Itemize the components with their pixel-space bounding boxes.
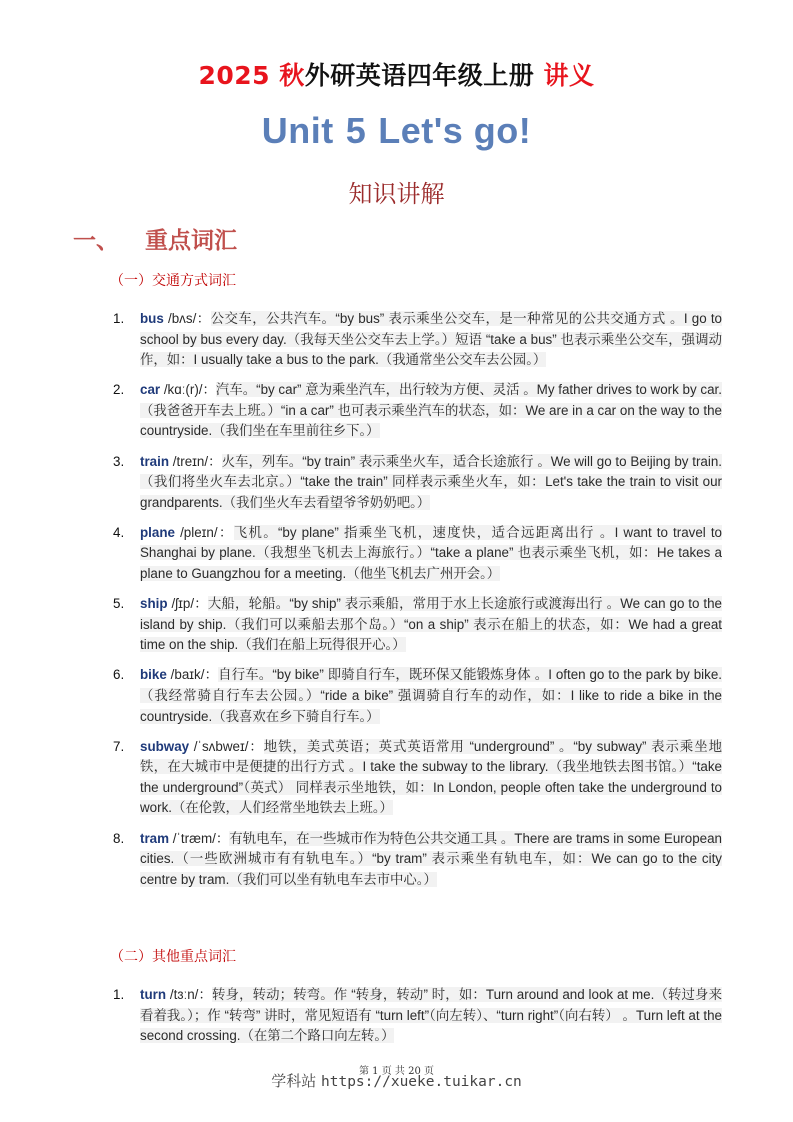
vocab-ipa: /ˈsʌbweɪ/： [189,738,264,754]
vocab-word: ship [140,596,168,612]
list-item [113,829,722,891]
title-book: 外研英语四年级上册 [304,61,535,90]
vocab-ipa: /bʌs/： [163,311,211,326]
vocab-word: turn [140,987,167,1002]
unit-title [0,110,793,152]
page-number: 第 1 页 共 20 页 [359,1066,434,1077]
vocab-explanation: 转身，转动；转弯。作 “转身，转动” 时，如：Turn around and look at me.（转过身来看着我。）；作 “转弯” 讲时，常见短语有 “turn left”（向左转）、“turn right”（向右转） 。Turn left at the second crossing.（在第二个路口向左转。） [140,987,722,1044]
section-title: 知识讲解 [348,180,445,208]
vocab-explanation: 火车，列车。“by train” 表示乘坐火车，适合长途旅行 。We will go to Beijing by train.（我们将坐火车去北京。）“take the train” 同样表示乘坐火车，如：Let's take the train to visit our grandparents.（我们坐火车去看望爷爷奶奶吧。） [140,453,722,510]
unit-title-number: 5 [345,110,367,151]
vocab-word: subway [140,738,190,754]
unit-title-word: Unit [261,110,334,151]
vocab-word: tram [140,830,170,846]
item-number: 4. [113,524,125,540]
vocab-word: car [140,382,161,398]
item-number: 5. [113,596,125,612]
vocab-ipa: /ʃɪp/： [167,596,208,612]
vocab-ipa: /pleɪn/： [174,524,234,540]
list-item [113,737,722,819]
unit-title-name: Let's go! [378,110,532,151]
vocab-word: train [140,453,170,469]
list-item [113,523,723,585]
vocab-ipa: /treɪn/： [169,453,222,469]
list-item [113,665,722,727]
vocab-word: bike [140,667,167,683]
vocab-word: bus [140,311,164,326]
document-title [0,56,793,92]
item-number: 2. [113,382,125,398]
site-watermark [0,1070,793,1091]
subsection-title-transport: （一）交通方式词汇 [110,273,236,289]
list-item [113,380,722,442]
vocab-ipa: /tɜːn/： [166,987,213,1002]
vocab-ipa: /ˈtræm/： [169,830,230,846]
list-item [113,594,722,656]
site-name: 学科站 [271,1072,317,1090]
vocab-explanation: 公交车，公共汽车。“by bus” 表示乘坐公交车，是一种常见的公共交通方式 。I go to school by bus every day.（我每天坐公交车去上学。）短语 “take a bus” 也表示乘坐公交车，强调动作，如：I usually take a bus to the park.（我通常坐公交车去公园。） [140,311,722,368]
item-number: 8. [113,830,125,846]
title-year: 2025 [198,61,271,90]
vocab-explanation: 地铁，美式英语；英式英语常用 “underground” 。“by subway” 表示乘坐地铁，在大城市中是便捷的出行方式 。I take the subway to the library.（我坐地铁去图书馆。）“take the underground”（英式） 同样表示坐地铁，如：In London, people often take the underground to work.（在伦敦，人们经常坐地铁去上班。） [140,738,722,816]
title-season: 秋 [279,61,305,90]
subsection-title-other: （二）其他重点词汇 [110,949,236,965]
item-number: 1. [113,311,125,326]
vocab-ipa: /baɪk/： [166,667,219,683]
part-numeral: 一、 [73,227,119,254]
vocab-explanation: 有轨电车，在一些城市作为特色公共交通工具 。There are trams in some European cities.（一些欧洲城市有有轨电车。）“by tram” 表示乘坐有轨电车，如：We can go to the city centre by tram.（我们可以坐有轨电车去市中心。） [140,830,722,887]
vocab-explanation: 飞机。“by plane” 指乘坐飞机，速度快，适合远距离出行 。I want to travel to Shanghai by plane.（我想坐飞机去上海旅行。）“take a plane” 也表示乘坐飞机，如：He takes a plane to Guangzhou for a meeting.（他坐飞机去广州开会。） [140,524,723,582]
vocab-explanation: 自行车。“by bike” 即骑自行车，既环保又能锻炼身体 。I often go to the park by bike.（我经常骑自行车去公园。）“ride a bike” 强调骑自行车的动作，如：I like to ride a bike in the countryside.（我喜欢在乡下骑自行车。） [140,667,722,724]
part-title: 重点词汇 [145,227,237,254]
vocab-ipa: /kɑː(r)/： [160,382,216,398]
title-handout: 讲义 [543,61,595,90]
vocab-word: plane [140,524,175,540]
item-number: 3. [113,453,125,469]
list-item [113,985,722,1047]
item-number: 1. [113,987,125,1002]
list-item [113,452,722,514]
vocab-list-transport [113,309,723,900]
vocab-explanation: 汽车。“by car” 意为乘坐汽车，出行较为方便、灵活 。My father drives to work by car.（我爸爸开车去上班。）“in a car” 也可表示乘坐汽车的状态，如：We are in a car on the way to the countryside.（我们坐在车里前往乡下。） [140,382,722,439]
list-item [113,309,722,371]
item-number: 7. [113,738,125,754]
vocab-explanation: 大船，轮船。“by ship” 表示乘船，常用于水上长途旅行或渡海出行 。We can go to the island by ship.（我们可以乘船去那个岛。）“on a ship” 表示在船上的状态，如：We had a great time on the ship.（我们在船上玩得很开心。） [140,596,722,653]
part-heading [73,222,237,255]
vocab-list-other [113,985,722,1056]
item-number: 6. [113,667,125,683]
site-url: https://xueke.tuikar.cn [321,1074,522,1090]
